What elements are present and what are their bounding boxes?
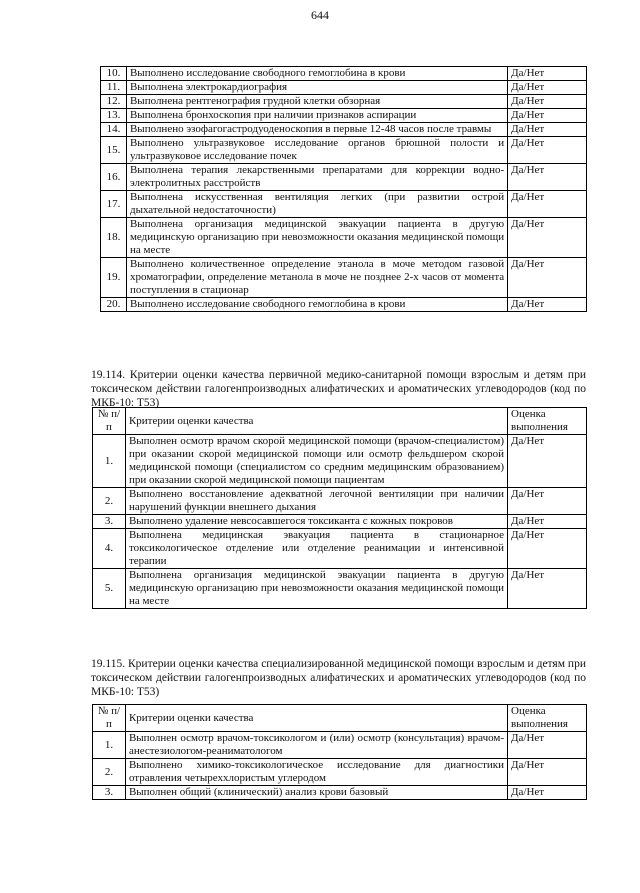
table-header-row [93, 705, 587, 732]
header-criteria: Критерии оценки качества [125, 408, 507, 435]
row-score: Да/Нет [508, 191, 587, 218]
table-row [101, 137, 587, 164]
row-number: 18. [101, 218, 127, 258]
row-number: 20. [101, 298, 127, 312]
table-row [93, 515, 587, 529]
row-score: Да/Нет [508, 435, 587, 488]
row-score: Да/Нет [508, 258, 587, 298]
table-row [93, 759, 587, 786]
row-score: Да/Нет [508, 529, 587, 569]
row-number: 19. [101, 258, 127, 298]
row-criterion: Выполнена терапия лекарственными препаратами для коррекции водно-электролитных расстройств [126, 164, 507, 191]
row-score: Да/Нет [508, 515, 587, 529]
row-number: 10. [101, 67, 127, 81]
row-number: 3. [93, 515, 126, 529]
row-score: Да/Нет [508, 569, 587, 609]
row-criterion: Выполнена рентгенография грудной клетки обзорная [126, 95, 507, 109]
criteria-table-19-114 [92, 407, 587, 609]
header-number: № п/п [93, 705, 126, 732]
row-number: 11. [101, 81, 127, 95]
row-score: Да/Нет [508, 759, 587, 786]
header-score: Оценка выполнения [508, 408, 587, 435]
row-number: 2. [93, 759, 126, 786]
row-criterion: Выполнено исследование свободного гемоглобина в крови [126, 298, 507, 312]
row-number: 4. [93, 529, 126, 569]
row-score: Да/Нет [508, 95, 587, 109]
criteria-table-continued [100, 66, 587, 312]
table-row [101, 164, 587, 191]
row-criterion: Выполнена организация медицинской эвакуации пациента в другую медицинскую организацию при невозможности оказания медицинской помощи на месте [125, 569, 507, 609]
row-criterion: Выполнена организация медицинской эвакуации пациента в другую медицинскую организацию при невозможности оказания медицинской помощи на месте [126, 218, 507, 258]
header-score: Оценка выполнения [508, 705, 587, 732]
table-row [93, 786, 587, 800]
table-row [101, 95, 587, 109]
row-criterion: Выполнена бронхоскопия при наличии признаков аспирации [126, 109, 507, 123]
row-number: 2. [93, 488, 126, 515]
table-row [93, 732, 587, 759]
table-row [101, 191, 587, 218]
table-row [93, 488, 587, 515]
row-number: 1. [93, 435, 126, 488]
row-criterion: Выполнено эзофагогастродуоденоскопия в первые 12-48 часов после травмы [126, 123, 507, 137]
page-number: 644 [311, 8, 329, 22]
row-criterion: Выполнен осмотр врачом-токсикологом и (или) осмотр (консультация) врачом-анестезиологом-реаниматологом [125, 732, 507, 759]
criteria-table-19-115 [92, 704, 587, 800]
row-criterion: Выполнено исследование свободного гемоглобина в крови [126, 67, 507, 81]
row-score: Да/Нет [508, 488, 587, 515]
row-score: Да/Нет [508, 164, 587, 191]
row-score: Да/Нет [508, 732, 587, 759]
table-row [101, 258, 587, 298]
row-score: Да/Нет [508, 81, 587, 95]
row-criterion: Выполнено количественное определение этанола в моче методом газовой хроматографии, определение метанола в моче не позднее 2-х часов от момента поступления в стационар [126, 258, 507, 298]
row-number: 3. [93, 786, 126, 800]
table-row [93, 529, 587, 569]
row-criterion: Выполнен осмотр врачом скорой медицинской помощи (врачом-специалистом) при оказании скорой медицинской помощи или осмотр фельдшером скорой медицинской помощи (специалистом со средним медицинским образованием) при оказании скорой медицинской помощи пациентам [125, 435, 507, 488]
row-criterion: Выполнена медицинская эвакуация пациента в стационарное токсикологическое отделение или отделение реанимации и интенсивной терапии [125, 529, 507, 569]
row-score: Да/Нет [508, 137, 587, 164]
table-row [101, 109, 587, 123]
row-criterion: Выполнен общий (клинический) анализ крови базовый [125, 786, 507, 800]
row-number: 13. [101, 109, 127, 123]
row-number: 1. [93, 732, 126, 759]
section-19-114-heading: 19.114. Критерии оценки качества первичной медико-санитарной помощи взрослым и детям при токсическом действии галогенпроизводных алифатических и ароматических углеводородов (код по МКБ-10: Т53) [91, 369, 586, 409]
row-score: Да/Нет [508, 298, 587, 312]
row-number: 17. [101, 191, 127, 218]
row-number: 16. [101, 164, 127, 191]
table-row [101, 298, 587, 312]
row-number: 15. [101, 137, 127, 164]
row-criterion: Выполнено восстановление адекватной легочной вентиляции при наличии нарушений функции внешнего дыхания [125, 488, 507, 515]
row-score: Да/Нет [508, 218, 587, 258]
row-criterion: Выполнена искусственная вентиляция легких (при развитии острой дыхательной недостаточности) [126, 191, 507, 218]
section-19-115-heading: 19.115. Критерии оценки качества специализированной медицинской помощи взрослым и детям при токсическом действии галогенпроизводных алифатических и ароматических углеводородов (код по МКБ-10: Т53) [91, 658, 586, 698]
header-number: № п/п [93, 408, 126, 435]
row-score: Да/Нет [508, 67, 587, 81]
row-score: Да/Нет [508, 786, 587, 800]
header-criteria: Критерии оценки качества [125, 705, 507, 732]
row-number: 5. [93, 569, 126, 609]
table-row [101, 218, 587, 258]
table-row [93, 435, 587, 488]
row-criterion: Выполнено ультразвуковое исследование органов брюшной полости и ультразвуковое исследование почек [126, 137, 507, 164]
row-number: 14. [101, 123, 127, 137]
table-header-row [93, 408, 587, 435]
row-criterion: Выполнена электрокардиография [126, 81, 507, 95]
row-number: 12. [101, 95, 127, 109]
table-row [93, 569, 587, 609]
table-row [101, 67, 587, 81]
row-criterion: Выполнено удаление невсосавшегося токсиканта с кожных покровов [125, 515, 507, 529]
row-criterion: Выполнено химико-токсикологическое исследование для диагностики отравления четыреххлористым углеродом [125, 759, 507, 786]
row-score: Да/Нет [508, 123, 587, 137]
table-row [101, 81, 587, 95]
row-score: Да/Нет [508, 109, 587, 123]
table-row [101, 123, 587, 137]
